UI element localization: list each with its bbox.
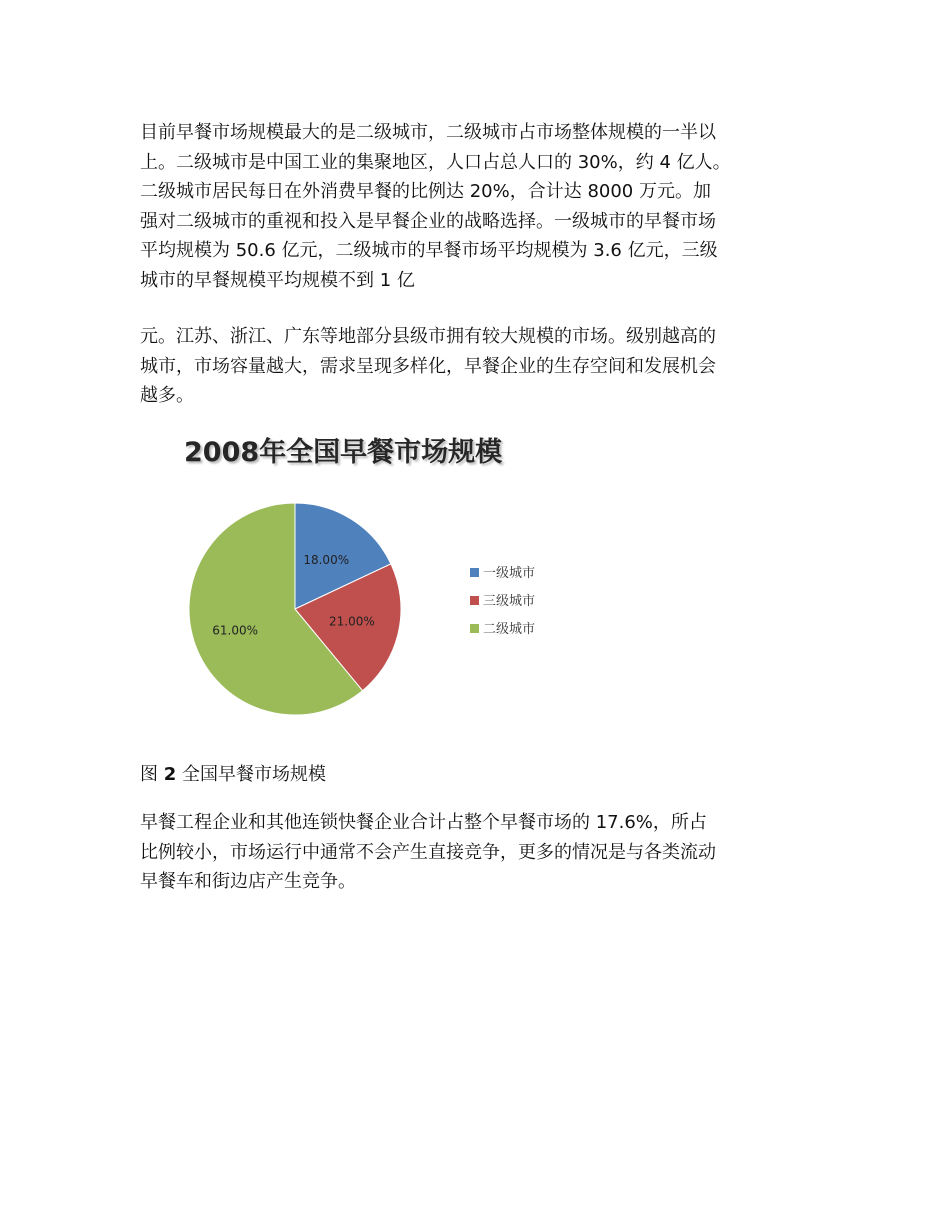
paragraph-line: 城市，市场容量越大，需求呈现多样化，早餐企业的生存空间和发展机会 [140,355,716,377]
paragraph-line: 越多。 [140,385,194,406]
paragraph-3 [140,808,820,897]
pie-chart-svg [180,425,600,725]
paragraph-line: 比例较小，市场运行中通常不会产生直接竞争，更多的情况是与各类流动 [140,841,716,863]
paragraph-line: 城市的早餐规模平均规模不到 1 亿 [140,269,415,291]
pie-data-label: 18.00% [303,552,350,567]
pie-data-label: 61.00% [212,623,259,638]
paragraph-line: 二级城市居民每日在外消费早餐的比例达 20%，合计达 8000 万元。加 [140,181,711,202]
legend-swatch [470,596,479,605]
legend-swatch [470,624,479,633]
pie-chart [180,425,600,725]
paragraph-line: 元。江苏、浙江、广东等地部分县级市拥有较大规模的市场。级别越高的 [140,326,716,347]
paragraph-line: 上。二级城市是中国工业的集聚地区，人口占总人口的 30%，约 4 亿人。 [140,151,731,173]
legend-swatch [470,568,479,577]
paragraph-1 [140,118,820,295]
paragraph-2 [140,322,820,411]
legend-label: 二级城市 [483,622,536,637]
legend-label: 一级城市 [483,566,536,581]
caption-prefix: 图 [140,764,158,785]
caption-text: 全国早餐市场规模 [182,764,326,785]
paragraph-line: 目前早餐市场规模最大的是二级城市，二级城市占市场整体规模的一半以 [140,122,716,143]
paragraph-line: 强对二级城市的重视和投入是早餐企业的战略选择。一级城市的早餐市场 [140,210,716,232]
paragraph-line: 平均规模为 50.6 亿元，二级城市的早餐市场平均规模为 3.6 亿元，三级 [140,240,718,261]
pie-data-label: 21.00% [329,614,375,629]
legend-label: 三级城市 [483,594,536,609]
figure-caption [140,760,326,786]
paragraph-line: 早餐车和街边店产生竞争。 [140,871,356,892]
caption-number: 2 [163,764,177,785]
paragraph-line: 早餐工程企业和其他连锁快餐企业合计占整个早餐市场的 17.6%，所占 [140,812,707,833]
chart-title: 2008年全国早餐市场规模 [184,437,503,468]
